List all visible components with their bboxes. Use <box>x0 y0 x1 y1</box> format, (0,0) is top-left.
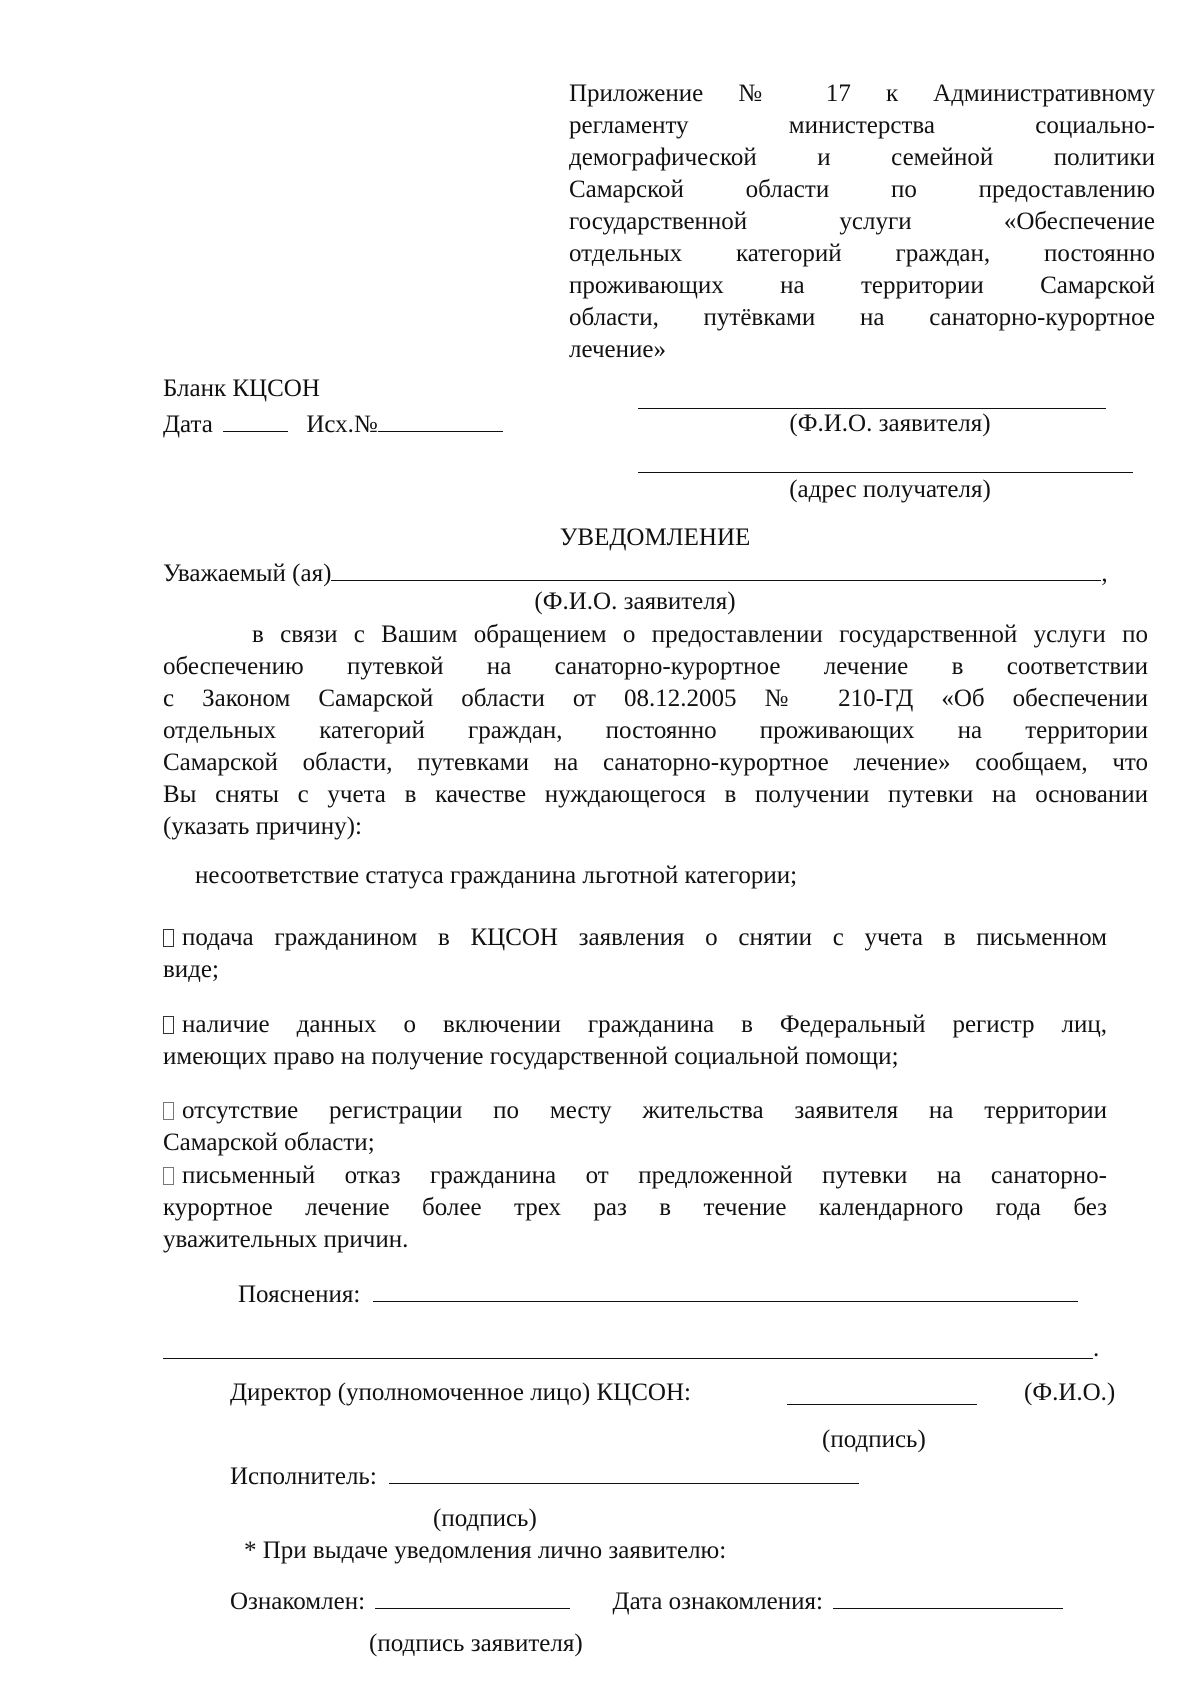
appendix-line: регламенту министерства социально- <box>569 112 1155 139</box>
body-line: обеспечению путевкой на санаторно-курортное лечение в соответствии <box>163 653 1148 680</box>
applicant-signature-caption: (подпись заявителя) <box>369 1630 583 1657</box>
reason-text: наличие данных о включении гражданина в Федеральный регистр лиц, <box>182 1011 1107 1038</box>
appendix-line: лечение» <box>569 336 666 363</box>
explanations-end-dot: . <box>1093 1335 1100 1362</box>
reason-checkbox[interactable] <box>163 929 174 947</box>
appendix-line: государственной услуги «Обеспечение <box>569 208 1155 235</box>
appendix-line: проживающих на территории Самарской <box>569 272 1155 299</box>
reason-text: курортное лечение более трех раз в течение календарного года без <box>163 1194 1107 1221</box>
explanations-label: Пояснения: <box>238 1281 361 1308</box>
body-line: в связи с Вашим обращением о предоставлении государственной услуги по <box>252 621 1148 648</box>
appendix-line: отдельных категорий граждан, постоянно <box>569 240 1155 267</box>
date-field[interactable] <box>223 405 288 432</box>
recipient-address-caption: (адрес получателя) <box>789 476 991 503</box>
blank-label: Бланк КЦСОН <box>163 375 320 402</box>
body-line: (указать причину): <box>163 813 362 840</box>
date-outgoing-row <box>163 405 503 441</box>
reason-item <box>163 1009 1107 1073</box>
executor-field[interactable] <box>389 1457 859 1484</box>
reason-item <box>163 922 1107 986</box>
reason-text: Самарской области; <box>163 1129 375 1156</box>
salutation-label: Уважаемый (ая) <box>163 560 332 587</box>
notice-title: УВЕДОМЛЕНИЕ <box>559 524 751 551</box>
salutation-row <box>163 554 1108 590</box>
acquainted-label: Ознакомлен: <box>230 1588 366 1615</box>
salutation-name-field[interactable] <box>331 554 1101 581</box>
appendix-line: Приложение № 17 к Административному <box>569 80 1155 107</box>
reason-checkbox[interactable] <box>163 1167 174 1185</box>
executor-label: Исполнитель: <box>230 1463 377 1490</box>
executor-row <box>230 1457 859 1493</box>
body-line: отдельных категорий граждан, постоянно проживающих на территории <box>163 717 1148 744</box>
reason-item <box>195 860 797 892</box>
director-name-caption: (Ф.И.О.) <box>1024 1379 1116 1406</box>
acquaintance-date-label: Дата ознакомления: <box>612 1588 823 1615</box>
reason-text: письменный отказ гражданина от предложенной путевки на санаторно- <box>182 1162 1107 1189</box>
reason-checkbox[interactable] <box>163 1016 174 1034</box>
director-signature-line[interactable] <box>787 1404 977 1405</box>
appendix-line: области, путёвками на санаторно-курортное <box>569 304 1155 331</box>
reason-text: подача гражданином в КЦСОН заявления о снятии с учета в письменном <box>182 924 1107 951</box>
body-line: с Законом Самарской области от 08.12.2005 № 210-ГД «Об обеспечении <box>163 685 1148 712</box>
outgoing-number-label: Исх.№ <box>306 411 378 438</box>
salutation-caption: (Ф.И.О. заявителя) <box>534 588 736 615</box>
explanations-row <box>238 1275 1078 1311</box>
reason-item <box>163 1095 1107 1159</box>
body-line: Самарской области, путевками на санаторно-курортное лечение» сообщаем, что <box>163 749 1148 776</box>
acquaintance-date-field[interactable] <box>833 1582 1063 1609</box>
recipient-address-line[interactable] <box>638 472 1133 473</box>
executor-signature-caption: (подпись) <box>433 1505 537 1532</box>
outgoing-number-field[interactable] <box>378 405 503 432</box>
acquainted-signature-field[interactable] <box>375 1582 570 1609</box>
personal-delivery-note: * При выдаче уведомления лично заявителю: <box>244 1537 727 1564</box>
appendix-block <box>569 78 1155 366</box>
acquainted-row <box>230 1582 1063 1618</box>
date-label: Дата <box>163 411 213 438</box>
appendix-line: демографической и семейной политики <box>569 144 1155 171</box>
explanations-line-2[interactable] <box>163 1358 1093 1359</box>
applicant-name-caption: (Ф.И.О. заявителя) <box>789 410 991 437</box>
body-line: Вы сняты с учета в качестве нуждающегося в получении путевки на основании <box>163 781 1148 808</box>
reason-text: имеющих право на получение государственной социальной помощи; <box>163 1043 899 1070</box>
director-signature-caption: (подпись) <box>822 1426 926 1453</box>
reason-item <box>163 1160 1107 1256</box>
appendix-line: Самарской области по предоставлению <box>569 176 1155 203</box>
reason-text: уважительных причин. <box>163 1226 409 1253</box>
reason-text: отсутствие регистрации по месту жительства заявителя на территории <box>182 1097 1107 1124</box>
notice-body <box>163 619 1148 843</box>
reason-text: виде; <box>163 956 219 983</box>
salutation-comma: , <box>1101 560 1108 587</box>
director-label: Директор (уполномоченное лицо) КЦСОН: <box>230 1379 691 1406</box>
explanations-field[interactable] <box>373 1275 1078 1302</box>
reason-checkbox[interactable] <box>163 1102 174 1120</box>
reason-text: несоответствие статуса гражданина льготной категории; <box>195 862 798 889</box>
